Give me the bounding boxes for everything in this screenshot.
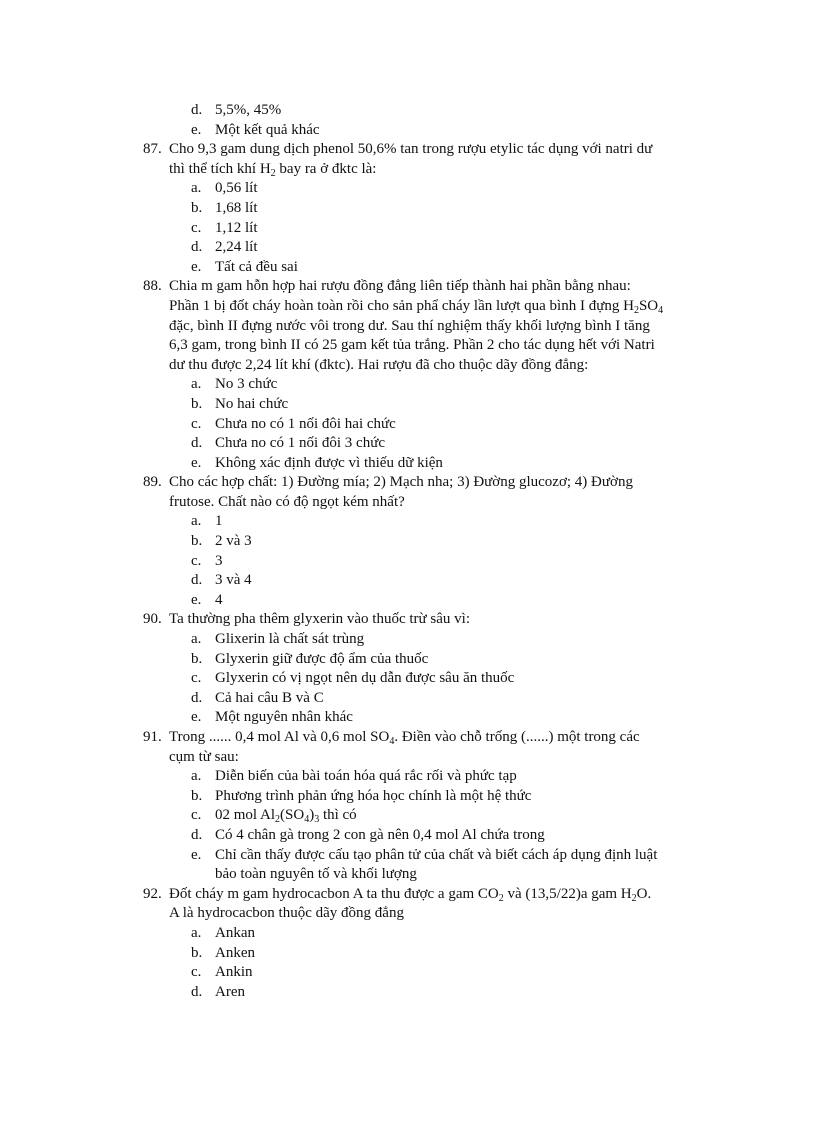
option <box>191 454 816 474</box>
option-text: Cả hai câu B và C <box>215 689 324 706</box>
option-text: Chỉ cần thấy được cấu tạo phân tử của chất và biết cách áp dụng định luật <box>215 846 658 863</box>
question-line: Đốt cháy m gam hydrocacbon A ta thu được a gam CO <box>169 885 499 902</box>
question-line: Chia m gam hỗn hợp hai rượu đồng đẳng liên tiếp thành hai phần bằng nhau: <box>169 278 631 295</box>
option-text: Một kết quả khác <box>215 121 320 138</box>
document-page <box>0 101 816 1002</box>
option <box>191 375 816 395</box>
option <box>191 963 816 983</box>
question-line: thì thể tích khí H <box>169 160 271 177</box>
question-text: 6,3 gam, trong bình II có 25 gam kết tủa trắng. Phần 2 cho tác dụng hết với Natri <box>169 337 655 354</box>
option-text: Chưa no có 1 nối đôi 3 chức <box>215 435 385 452</box>
option <box>191 630 816 650</box>
option-text: 5,5%, 45% <box>215 102 282 118</box>
option-letter: a. <box>191 631 202 648</box>
option <box>191 179 816 199</box>
question-line: bay ra ở đktc là: <box>275 160 377 177</box>
question-text: frutose. Chất nào có độ ngọt kém nhất? <box>169 493 405 510</box>
option-text: 1 <box>215 513 223 530</box>
option <box>191 846 816 866</box>
option-text: 2 và 3 <box>215 533 252 550</box>
option-text: ) <box>309 807 315 824</box>
option <box>191 689 816 709</box>
option-text: No 3 chức <box>215 376 278 393</box>
option-text: Ankin <box>215 964 253 981</box>
question-number: 90. <box>143 611 162 628</box>
option-text: 02 mol Al <box>215 807 276 824</box>
option-text: Glyxerin giữ được độ ẩm của thuốc <box>215 650 429 667</box>
question-text: đặc, bình II đựng nước vôi trong dư. Sau thí nghiệm thấy khối lượng bình I tăng <box>169 317 650 334</box>
question-90 <box>0 610 816 728</box>
option-letter: c. <box>191 415 202 432</box>
question-text <box>143 140 703 160</box>
subscript: 2 <box>633 304 639 316</box>
subscript: 4 <box>389 736 395 747</box>
option-letter: d. <box>191 689 203 706</box>
option <box>191 199 816 219</box>
option <box>191 238 816 258</box>
option-letter: b. <box>191 533 203 550</box>
option-letter: d. <box>191 239 203 256</box>
option-text: Tất cả đều sai <box>215 258 298 275</box>
option-text: Một nguyên nhân khác <box>215 709 353 726</box>
option <box>191 532 816 552</box>
option-letter: b. <box>191 944 203 961</box>
option-letter: e. <box>191 709 202 726</box>
question-text <box>143 160 703 180</box>
question-88 <box>0 277 816 473</box>
option-text: 2,24 lít <box>215 239 258 256</box>
question-line: Cho các hợp chất: 1) Đường mía; 2) Mạch nha; 3) Đường glucozơ; 4) Đường <box>169 474 633 491</box>
option-text: Có 4 chân gà trong 2 con gà nên 0,4 mol Al chứa trong <box>215 826 545 843</box>
option-letter: d. <box>191 983 203 1000</box>
option-text: Không xác định được vì thiếu dữ kiện <box>215 454 443 471</box>
question-text <box>143 610 703 630</box>
option-letter: a. <box>191 768 202 785</box>
question-line: Trong ...... 0,4 mol Al và 0,6 mol SO <box>169 729 390 745</box>
question-text: dư thu được 2,24 lít khí (đktc). Hai rượu đã cho thuộc dãy đồng đẳng: <box>169 356 589 373</box>
option-letter: b. <box>191 650 203 667</box>
option <box>191 650 816 670</box>
question-text <box>143 885 703 905</box>
subscript: 4 <box>658 304 664 316</box>
question-line: và (13,5/22)a gam H <box>503 885 632 902</box>
option-text: 3 và 4 <box>215 572 252 589</box>
subscript: 2 <box>498 892 504 904</box>
option <box>191 767 816 787</box>
option <box>191 219 816 239</box>
subscript: 3 <box>314 814 320 826</box>
option-letter: e. <box>191 846 202 863</box>
option-text: Phương trình phản ứng hóa học chính là một hệ thức <box>215 787 532 804</box>
option <box>191 787 816 807</box>
option-list <box>0 101 816 140</box>
option <box>191 434 816 454</box>
question-number: 92. <box>143 885 162 902</box>
question-line: Ta thường pha thêm glyxerin vào thuốc trừ sâu vì: <box>169 611 470 628</box>
option-letter: e. <box>191 121 202 138</box>
question-89 <box>0 473 816 610</box>
subscript: 4 <box>304 814 310 826</box>
option-letter: b. <box>191 787 203 804</box>
option-letter: c. <box>191 807 202 824</box>
option-letter: a. <box>191 924 202 941</box>
option-letter: d. <box>191 572 203 589</box>
question-text: cụm từ sau: <box>169 748 239 765</box>
option-text: 0,56 lít <box>215 180 258 197</box>
question-text <box>143 297 703 317</box>
option-text: Ankan <box>215 924 255 941</box>
option <box>191 552 816 572</box>
option-letter: b. <box>191 199 203 216</box>
option-text: bảo toàn nguyên tố và khối lượng <box>215 866 417 883</box>
question-number: 91. <box>143 729 162 745</box>
option <box>191 983 816 1003</box>
option <box>191 826 816 846</box>
question-line: . Điền vào chỗ trống (......) một trong các <box>394 729 640 745</box>
option <box>191 669 816 689</box>
option-text: No hai chức <box>215 395 289 412</box>
option <box>191 121 816 141</box>
option-text: 1,12 lít <box>215 219 258 236</box>
subscript: 2 <box>631 892 637 904</box>
question-text <box>143 473 703 493</box>
subscript: 2 <box>275 814 281 826</box>
option-letter: b. <box>191 395 203 412</box>
option <box>191 415 816 435</box>
option-text: Anken <box>215 944 255 961</box>
question-line: SO <box>638 297 659 314</box>
question-number: 89. <box>143 474 162 491</box>
option-letter: e. <box>191 258 202 275</box>
option-letter: c. <box>191 670 202 687</box>
question-91 <box>0 728 816 885</box>
option-letter: a. <box>191 513 202 530</box>
option <box>191 591 816 611</box>
option <box>191 258 816 278</box>
option-text: Glixerin là chất sát trùng <box>215 631 365 648</box>
option <box>191 924 816 944</box>
question-text: A là hydrocacbon thuộc dãy đồng đẳng <box>169 905 404 922</box>
option-continuation <box>191 865 816 885</box>
question-number: 88. <box>143 278 162 295</box>
option <box>191 395 816 415</box>
option-text: 1,68 lít <box>215 199 258 216</box>
option-letter: c. <box>191 552 202 569</box>
option-text: thì có <box>319 807 357 824</box>
option <box>191 806 816 826</box>
option-text: Diễn biến của bài toán hóa quá rắc rối và phức tạp <box>215 768 517 785</box>
question-92 <box>0 885 816 1003</box>
question-line: Phần 1 bị đốt cháy hoàn toàn rồi cho sản phẩ cháy lần lượt qua bình I đựng H <box>169 297 634 314</box>
option-text: 3 <box>215 552 223 569</box>
option-letter: a. <box>191 180 202 197</box>
question-number: 87. <box>143 141 162 158</box>
option <box>191 101 816 121</box>
question-text <box>143 728 703 748</box>
option-letter: d. <box>191 435 203 452</box>
option-letter: c. <box>191 964 202 981</box>
option-text: Glyxerin có vị ngọt nên dụ dẫn được sâu ăn thuốc <box>215 670 515 687</box>
question-87 <box>0 140 816 277</box>
option <box>191 708 816 728</box>
question-line: O. <box>636 885 652 902</box>
option-letter: d. <box>191 826 203 843</box>
question-text <box>143 277 703 297</box>
subscript: 2 <box>270 167 276 179</box>
option <box>191 571 816 591</box>
option-letter: d. <box>191 102 203 118</box>
option-letter: a. <box>191 376 202 393</box>
option-text: Chưa no có 1 nối đôi hai chức <box>215 415 396 432</box>
option-text: (SO <box>280 807 305 824</box>
question-line: Cho 9,3 gam dung dịch phenol 50,6% tan trong rượu etylic tác dụng với natri dư <box>169 141 653 158</box>
option <box>191 944 816 964</box>
option-letter: e. <box>191 454 202 471</box>
option-letter: e. <box>191 591 202 608</box>
option-text: 4 <box>215 591 223 608</box>
option-text: Aren <box>215 983 245 1000</box>
option <box>191 512 816 532</box>
option-letter: c. <box>191 219 202 236</box>
